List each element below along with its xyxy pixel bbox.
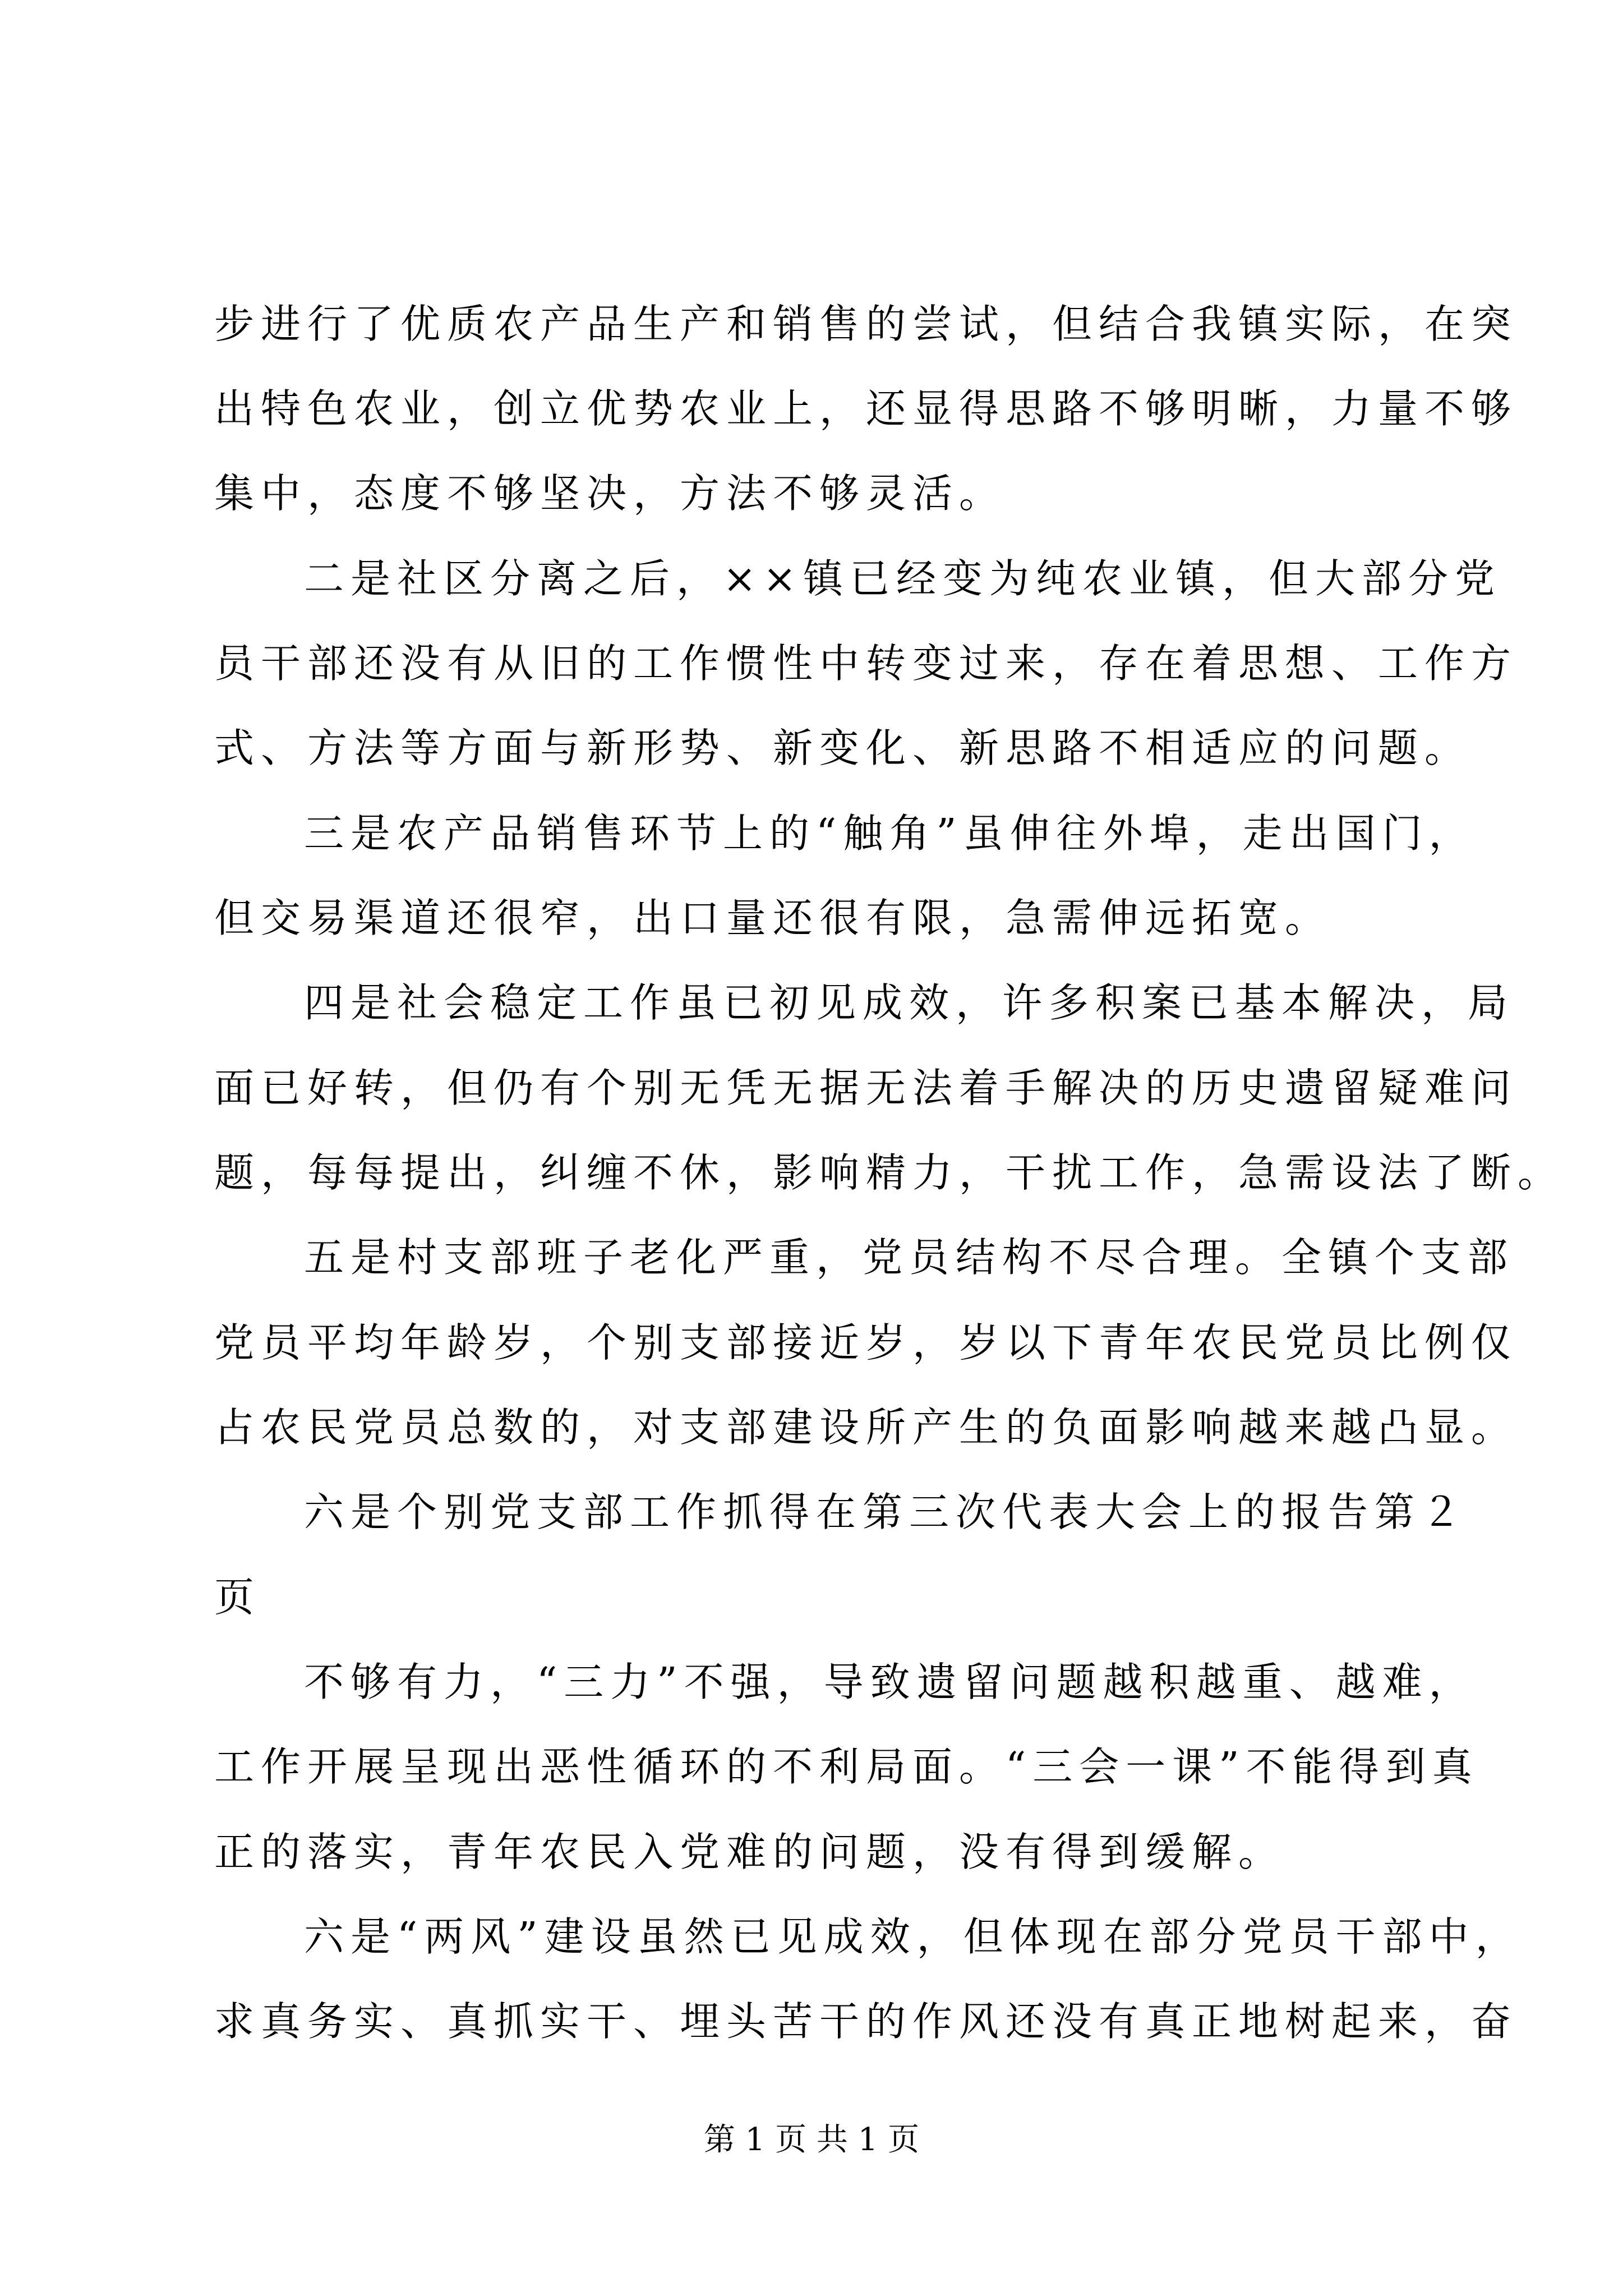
page-footer: 第 1 页 共 1 页 (703, 2122, 920, 2158)
text-line: 步进行了优质农产品生产和销售的尝试，但结合我镇实际，在突 (214, 301, 1518, 347)
text-line: 出特色农业，创立优势农业上，还显得思路不够明晰，力量不够 (214, 385, 1518, 432)
text-line: 集中，态度不够坚决，方法不够灵活。 (214, 470, 1006, 517)
paragraph-2-start: 二是社区分离之后，××镇已经变为纯农业镇，但大部分党 (304, 555, 1501, 602)
paragraph-7-start: 不够有力，“三力”不强，导致遗留问题越积越重、越难， (304, 1659, 1476, 1705)
text-line: 正的落实，青年农民入党难的问题，没有得到缓解。 (214, 1829, 1285, 1875)
paragraph-8-start: 六是“两风”建设虽然已见成效，但体现在部分党员干部中， (304, 1913, 1522, 1960)
text-line: 工作开展呈现出恶性循环的不利局面。“三会一课”不能得到真 (214, 1743, 1479, 1790)
paragraph-5-start: 五是村支部班子老化严重，党员结构不尽合理。全镇个支部 (304, 1234, 1515, 1281)
paragraph-6-start: 六是个别党支部工作抓得在第三次代表大会上的报告第２ (304, 1489, 1468, 1535)
text-line: 党员平均年龄岁，个别支部接近岁，岁以下青年农民党员比例仅 (214, 1319, 1518, 1366)
text-line: 页 (214, 1574, 261, 1621)
text-line: 题，每每提出，纠缠不休，影响精力，干扰工作，急需设法了断。 (214, 1149, 1565, 1196)
text-line: 但交易渠道还很窄，出口量还很有限，急需伸远拓宽。 (214, 895, 1332, 941)
text-line: 员干部还没有从旧的工作惯性中转变过来，存在着思想、工作方 (214, 640, 1518, 687)
paragraph-3-start: 三是农产品销售环节上的“触角”虽伸往外埠，走出国门， (304, 810, 1476, 857)
text-line: 占农民党员总数的，对支部建设所产生的负面影响越来越凸显。 (214, 1404, 1518, 1451)
paragraph-4-start: 四是社会稳定工作虽已初见成效，许多积案已基本解决，局 (304, 979, 1515, 1026)
text-line: 式、方法等方面与新形势、新变化、新思路不相适应的问题。 (214, 725, 1472, 771)
text-line: 面已好转，但仍有个别无凭无据无法着手解决的历史遗留疑难问 (214, 1065, 1518, 1111)
text-line: 求真务实、真抓实干、埋头苦干的作风还没有真正地树起来，奋 (214, 1998, 1518, 2045)
